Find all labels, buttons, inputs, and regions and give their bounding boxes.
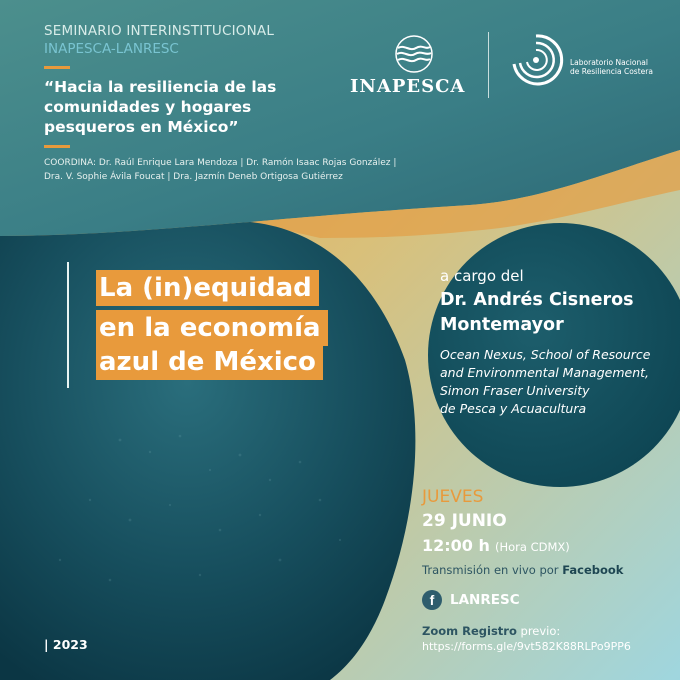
coordinators-line: Dra. V. Sophie Ávila Foucat | Dra. Jazmín Deneb Ortigosa Gutiérrez bbox=[44, 172, 343, 182]
coordinators-line: COORDINA: Dr. Raúl Enrique Lara Mendoza | Dr. Ramón Isaac Rojas González | bbox=[44, 158, 397, 168]
speaker-name bbox=[440, 288, 670, 338]
affiliation-line: Simon Fraser University bbox=[440, 383, 590, 398]
speaker-affiliation bbox=[440, 346, 670, 418]
talk-title-line: en la economía bbox=[96, 310, 328, 346]
zoom-label: Zoom Registro bbox=[422, 624, 517, 638]
speaker-intro: a cargo del bbox=[440, 267, 524, 285]
event-timezone: (Hora CDMX) bbox=[494, 540, 570, 554]
title-vertical-rule bbox=[67, 262, 69, 388]
event-details bbox=[422, 486, 672, 655]
event-time bbox=[422, 534, 672, 559]
speaker-block bbox=[440, 266, 670, 418]
event-date: 29 JUNIO bbox=[422, 511, 507, 531]
event-time-value: 12:00 h bbox=[422, 536, 490, 555]
facebook-handle: LANRESC bbox=[450, 592, 520, 608]
seminar-kicker: SEMINARIO INTERINSTITUCIONAL bbox=[44, 23, 275, 39]
facebook-icon: f bbox=[422, 590, 442, 610]
seminar-title-line: comunidades y hogares bbox=[44, 98, 252, 116]
zoom-suffix: previo: bbox=[520, 624, 561, 638]
year-label: | 2023 bbox=[44, 637, 88, 652]
lanresc-line: de Resiliencia Costera bbox=[570, 67, 653, 76]
talk-title-line: azul de México bbox=[96, 344, 323, 380]
affiliation-line: de Pesca y Acuacultura bbox=[440, 401, 587, 416]
zoom-registration bbox=[422, 623, 672, 639]
speaker-name-line: Montemayor bbox=[440, 315, 564, 335]
stream-platform: Facebook bbox=[562, 563, 624, 577]
lanresc-wordmark bbox=[570, 58, 653, 76]
event-day: JUEVES bbox=[422, 487, 484, 507]
logo-divider bbox=[488, 32, 489, 98]
lanresc-line: Laboratorio Nacional bbox=[570, 58, 648, 67]
facebook-link[interactable] bbox=[422, 589, 672, 611]
affiliation-line: and Environmental Management, bbox=[440, 365, 650, 380]
inapesca-wordmark: INAPESCA bbox=[350, 76, 466, 97]
inapesca-logo-icon bbox=[392, 34, 436, 74]
accent-rule bbox=[44, 66, 70, 69]
coordinators bbox=[44, 156, 404, 184]
affiliation-line: Ocean Nexus, School of Resource bbox=[440, 347, 651, 362]
stream-info bbox=[422, 561, 672, 579]
accent-rule bbox=[44, 145, 70, 148]
talk-title-line: La (in)equidad bbox=[96, 270, 319, 306]
lanresc-logo-icon bbox=[506, 30, 566, 90]
seminar-title-line: pesqueros en México” bbox=[44, 118, 239, 136]
stream-text: Transmisión en vivo por bbox=[422, 563, 559, 577]
logos bbox=[340, 28, 660, 108]
zoom-registration-link[interactable]: https://forms.gle/9vt582K88RLPo9PP6 bbox=[422, 640, 631, 653]
seminar-subkicker: INAPESCA-LANRESC bbox=[44, 41, 179, 57]
seminar-title-line: “Hacia la resiliencia de las bbox=[44, 78, 277, 96]
speaker-name-line: Dr. Andrés Cisneros bbox=[440, 290, 634, 310]
